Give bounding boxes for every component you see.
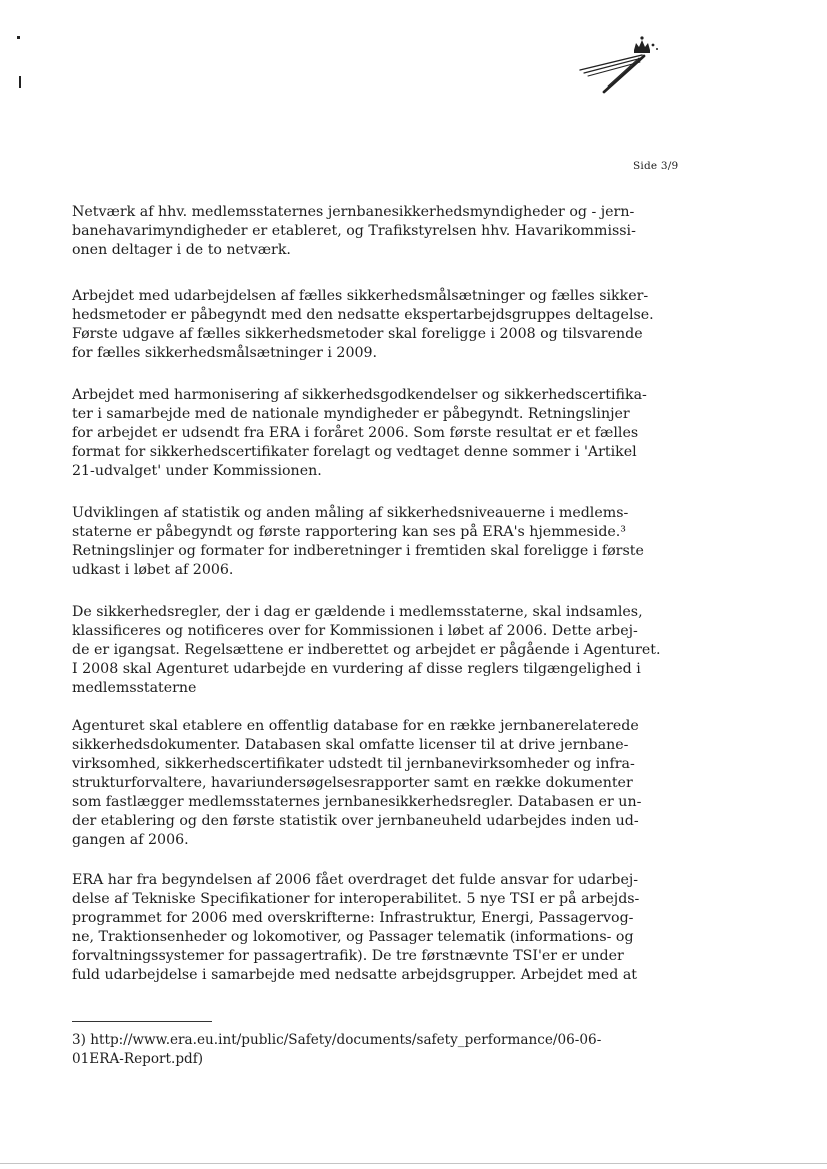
- text-line: der etablering og den første statistik over jernbaneuheld udarbejdes inden ud-: [72, 813, 639, 829]
- text-line: medlemsstaterne: [72, 680, 197, 696]
- text-line: de er igangsat. Regelsættene er indberettet og arbejdet er pågående i Agenturet.: [72, 642, 661, 658]
- text-line: fuld udarbejdelse i samarbejde med nedsatte arbejdsgrupper. Arbejdet med at: [72, 967, 637, 983]
- text-line: De sikkerhedsregler, der i dag er gældende i medlemsstaterne, skal indsamles,: [72, 604, 643, 620]
- text-line: for fælles sikkerhedsmålsætninger i 2009.: [72, 345, 378, 361]
- text-line: Retningslinjer og formater for indberetninger i fremtiden skal foreligge i første: [72, 543, 644, 559]
- text-line: Udviklingen af statistik og anden måling af sikkerhedsniveauerne i medlems-: [72, 505, 629, 521]
- text-line: ter i samarbejde med de nationale myndigheder er påbegyndt. Retningslinjer: [72, 406, 630, 422]
- text-line: strukturforvaltere, havariundersøgelsesrapporter samt en række dokumenter: [72, 775, 633, 791]
- text-line: hedsmetoder er påbegyndt med den nedsatte ekspertarbejdsgruppes deltagelse.: [72, 307, 654, 323]
- page-number: Side 3/9: [633, 160, 679, 172]
- scan-edge-line: [0, 1163, 827, 1164]
- text-line: Arbejdet med harmonisering af sikkerhedsgodkendelser og sikkerhedscertifika-: [72, 387, 647, 403]
- text-line: klassificeres og notificeres over for Kommissionen i løbet af 2006. Dette arbej-: [72, 623, 638, 639]
- text-line: banehavarimyndigheder er etableret, og Trafikstyrelsen hhv. Havarikommissi-: [72, 223, 636, 239]
- text-line: Agenturet skal etablere en offentlig database for en række jernbanerelaterede: [72, 718, 639, 734]
- text-line: staterne er påbegyndt og første rapportering kan ses på ERA's hjemmeside.³: [72, 524, 626, 540]
- scan-speck: [17, 36, 20, 39]
- text-line: gangen af 2006.: [72, 832, 189, 848]
- text-line: Netværk af hhv. medlemsstaternes jernbanesikkerhedsmyndigheder og - jern-: [72, 204, 635, 220]
- crown-rail-logo-icon: [576, 34, 666, 96]
- text-line: I 2008 skal Agenturet udarbejde en vurdering af disse reglers tilgængelighed i: [72, 661, 641, 677]
- text-line: Arbejdet med udarbejdelsen af fælles sikkerhedsmålsætninger og fælles sikker-: [72, 288, 649, 304]
- footnote-line: 3) http://www.era.eu.int/public/Safety/documents/safety_performance/06-06-: [72, 1032, 602, 1048]
- text-line: virksomhed, sikkerhedscertifikater udstedt til jernbanevirksomheder og infra-: [72, 756, 635, 772]
- text-line: ne, Traktionsenheder og lokomotiver, og Passager telematik (informations- og: [72, 929, 634, 945]
- footnote-separator: [72, 1021, 212, 1022]
- text-line: forvaltningssystemer for passagertrafik). De tre førstnævnte TSI'er er under: [72, 948, 624, 964]
- text-line: ERA har fra begyndelsen af 2006 fået overdraget det fulde ansvar for udarbej-: [72, 872, 639, 888]
- text-line: som fastlægger medlemsstaternes jernbanesikkerhedsregler. Databasen er un-: [72, 794, 642, 810]
- text-line: onen deltager i de to netværk.: [72, 242, 291, 258]
- text-line: Første udgave af fælles sikkerhedsmetoder skal foreligge i 2008 og tilsvarende: [72, 326, 643, 342]
- text-line: format for sikkerhedscertifikater forelagt og vedtaget denne sommer i 'Artikel: [72, 444, 637, 460]
- footnote-line: 01ERA-Report.pdf): [72, 1051, 204, 1067]
- text-line: 21-udvalget' under Kommissionen.: [72, 463, 322, 479]
- text-line: programmet for 2006 med overskrifterne: Infrastruktur, Energi, Passagervog-: [72, 910, 634, 926]
- text-line: udkast i løbet af 2006.: [72, 562, 234, 578]
- text-line: delse af Tekniske Specifikationer for interoperabilitet. 5 nye TSI er på arbejds-: [72, 891, 640, 907]
- scan-speck: [19, 76, 21, 88]
- text-line: sikkerhedsdokumenter. Databasen skal omfatte licenser til at drive jernbane-: [72, 737, 629, 753]
- text-line: for arbejdet er udsendt fra ERA i foråret 2006. Som første resultat er et fælles: [72, 425, 639, 441]
